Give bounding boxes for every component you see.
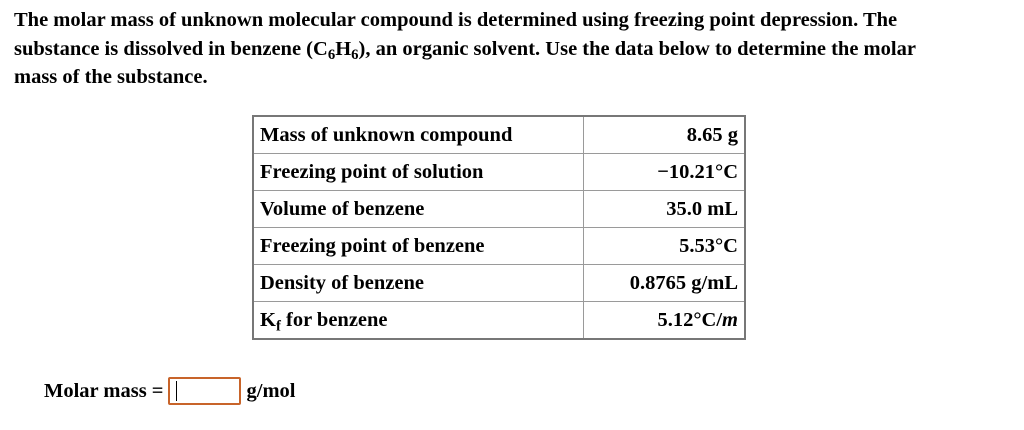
question-line-3: mass of the substance. bbox=[14, 66, 208, 88]
table-row bbox=[253, 116, 745, 154]
row-label: Density of benzene bbox=[253, 265, 584, 302]
question-text bbox=[14, 6, 1004, 92]
text-caret bbox=[176, 381, 177, 401]
row-label: Freezing point of solution bbox=[253, 154, 584, 191]
row-value: 5.12°C/m bbox=[584, 302, 746, 340]
molar-mass-input[interactable] bbox=[168, 377, 241, 405]
row-value: −10.21°C bbox=[584, 154, 746, 191]
question-line-1: The molar mass of unknown molecular compound is determined using freezing point depression. The bbox=[14, 9, 898, 31]
answer-row bbox=[44, 377, 295, 405]
row-value: 0.8765 g/mL bbox=[584, 265, 746, 302]
row-label: Freezing point of benzene bbox=[253, 228, 584, 265]
table-row bbox=[253, 228, 745, 265]
row-label: $K_f$ for benzene bbox=[253, 302, 584, 340]
row-label: Mass of unknown compound bbox=[253, 116, 584, 154]
row-value: 8.65 g bbox=[584, 116, 746, 154]
row-value: 35.0 mL bbox=[584, 191, 746, 228]
row-label: Volume of benzene bbox=[253, 191, 584, 228]
table-row bbox=[253, 265, 745, 302]
table-row bbox=[253, 154, 745, 191]
data-table bbox=[252, 115, 746, 340]
question-line-2: substance is dissolved in benzene $(C_6H_6)$, an organic solvent. Use the data below to determine the molar bbox=[14, 37, 916, 63]
molar-mass-label: Molar mass = bbox=[44, 379, 164, 402]
row-value: 5.53°C bbox=[584, 228, 746, 265]
table-row bbox=[253, 191, 745, 228]
table-row bbox=[253, 302, 745, 340]
unit-label: g/mol bbox=[246, 379, 296, 402]
